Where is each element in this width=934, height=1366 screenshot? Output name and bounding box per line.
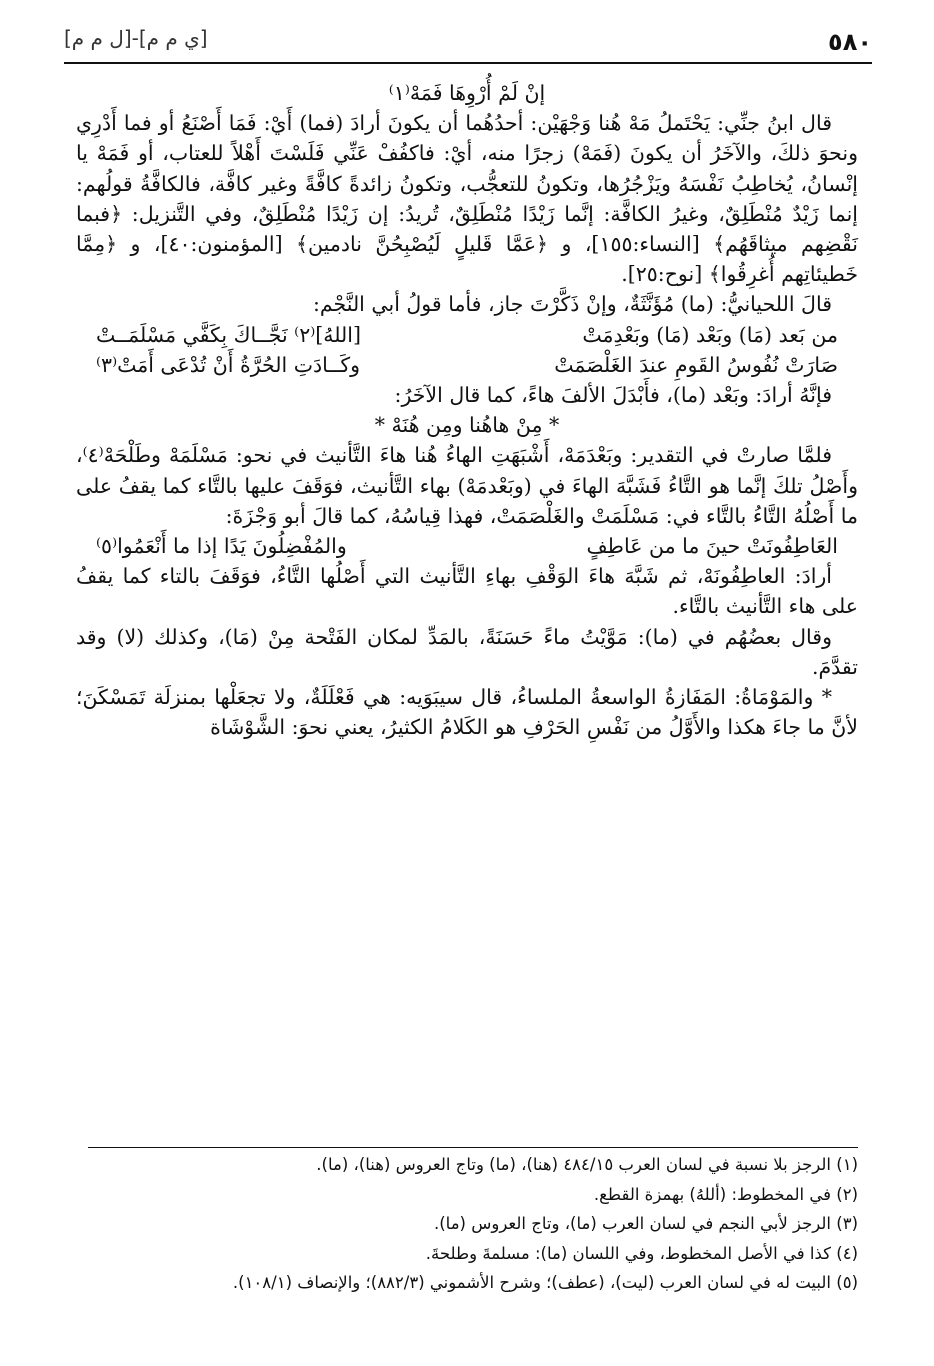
footnote-5: (٥) البيت له في لسان العرب (ليت)، (عطف)؛ وشرح الأشموني (٨٨٢/٣)؛ والإنصاف (١٠٨/١).	[232, 1273, 858, 1292]
verse-row-1	[76, 320, 858, 350]
header-rule	[64, 62, 872, 64]
footnote-1: (١) الرجز بلا نسبة في لسان العرب ٤٨٤/١٥ (هنا)، (ما) وتاج العروس (هنا)، (ما).	[316, 1155, 858, 1174]
paragraph-lihyani: قالَ اللحيانيُّ: (ما) مُؤَنَّثَةٌ، وإنْ ذَكَّرْتَ جاز، فأما قولُ أبي النَّجْم:	[312, 292, 832, 317]
running-head: [ي م م]-[ل م م]	[64, 26, 208, 50]
paragraph-ibn-jinni: قال ابنُ جنِّي: يَحْتَملُ مَهْ هُنا وَجْهَيْن: أحدُهُما أن يكونَ أرادَ (فما) أَيْ: فَمَا أَصْنَعُ أو فما أَدْرِي ونحوَ ذلكَ، والآخَرُ أن يكونَ (فَمَهْ) زجرًا منه، أيْ: فاكفُفْ عَنِّي فَلَسْتَ أَهْلاً للعتاب، أو فَمَهْ يا إنْسانُ، يُخاطِبُ نَفْسَهُ ويَزْجُرُها، وتكونُ للتعجُّب، وتكونُ زائدةً كافَّةً وغير كافَّة، فالكافَّةُ قولُهم: إنما زَيْدٌ مُنْطَلِقٌ، وغيرُ الكافَّة: إنَّما زَيْدًا مُنْطَلِقٌ، تُريدُ: إن زَيْدًا مُنْطَلِقٌ، وفي التَّنزيل: ﴿فبما نَقْضِهم ميثاقَهُم﴾ [النساء:١٥٥]، و ﴿عَمَّا قَليلٍ لَيُصْبِحُنَّ نادمين﴾ [المؤمنون:٤٠]، و ﴿مِمَّا خَطيئاتِهم أُغرِقُوا﴾ [نوح:٢٥].	[76, 111, 858, 287]
verse-3-first-hemistich: العَاطِفُونَتْ حينَ ما من عَاطِفٍ	[586, 534, 838, 559]
footnote-4: (٤) كذا في الأصل المخطوط، وفي اللسان (ما): مسلمةَ وطلحةَ.	[425, 1243, 858, 1263]
paragraph-explanation: فإنَّهُ أرادَ: وبَعْد (ما)، فأَبْدَلَ الألفَ هاءً، كما قال الآخَرُ:	[394, 383, 832, 408]
verse-1-first-hemistich: من بَعد (مَا) وبَعْد (مَا) وبَعْدِمَتْ	[582, 322, 838, 347]
verse-line-huna: * مِنْ هاهُنا ومِن هُنَهْ *	[374, 413, 560, 438]
footnotes	[76, 1150, 858, 1298]
page-number: ٥٨٠	[828, 28, 872, 56]
verse-row-3	[76, 531, 858, 561]
verse-line-opening: إنْ لَمْ أُرْوِهَا فَمَهْ⁽١⁾	[388, 81, 546, 105]
paragraph-arada: أرادَ: العاطِفُونَهْ، ثم شَبَّهَ هاءَ الوَقْفِ بهاءِ التَّأنيث التي أَصْلُها التَّاءُ، فوَقَفَ بالتاء كما يقفُ على هاء التَّأنيث بالتَّاء.	[76, 564, 858, 619]
verse-2-first-hemistich: صَارَتْ نُفُوسُ القَومِ عندَ الغَلْصَمَتْ	[554, 352, 838, 377]
footnote-rule	[88, 1147, 858, 1148]
paragraph-mawmat: * والمَوْمَاةُ: المَفَازةُ الواسعةُ الملساءُ، قال سيبَوَيه: هي فَعْلَلَةٌ، ولا تجعَلْها بمنزلَة تَمَسْكَنَ؛ لأنَّ ما جاءَ هكذا والأَوَّلُ من نَفْسِ الحَرْفِ هو الكَلامُ الكثيرُ، يعني نحوَ: الشَّوْشَاة	[76, 685, 858, 740]
paragraph-mawwaytu: وقال بعضُهُم في (ما): مَوَّيْتُ ماءً حَسَنَةً، بالمَدِّ لمكان الفَتْحة مِنْ (مَا)، وكذلك (لا) وقد تقدَّمَ.	[76, 624, 858, 679]
footnote-2: (٢) في المخطوط: (أللهُ) بهمزة القطع.	[593, 1184, 858, 1204]
footnote-3: (٣) الرجز لأبي النجم في لسان العرب (ما)، وتاج العروس (ما).	[433, 1214, 858, 1233]
verse-2-second-hemistich: وكَــادَتِ الحُرَّةُ أَنْ تُدْعَى أَمَتْ⁽٣⁾	[96, 352, 361, 377]
verse-3-second-hemistich: والمُفْضِلُونَ يَدًا إذا ما أَنْعَمُوا⁽٥⁾	[96, 534, 347, 559]
verse-row-2	[76, 350, 858, 380]
paragraph-taqdir: فلمَّا صارتْ في التقدير: وبَعْدَمَهْ، أَشْبَهَتِ الهاءُ هُنا هاءَ التَّأنيث في نحو: مَسْلَمَهْ وطَلْحَهْ⁽٤⁾، وأَصْلُ تلكَ إنَّما هو التَّاءُ فَشَبَّهَ الهاءَ في (وبَعْدمَهْ) بهاء التَّأنيث، فوَقَفَ عليها بالتَّاء كما يقفُ على ما أَصْلُهُ التَّاءُ بالتَّاء في: مَسْلَمَتْ والغَلْصَمَتْ، فهذا قِياسُهُ، كما قالَ أبو وَجْزَةَ:	[76, 443, 858, 528]
verse-1-second-hemistich: [اللهُ]⁽٢⁾ نَجَّــاكَ بِكَفَّي مَسْلَمَــتْ	[96, 322, 361, 347]
main-text	[76, 78, 858, 742]
